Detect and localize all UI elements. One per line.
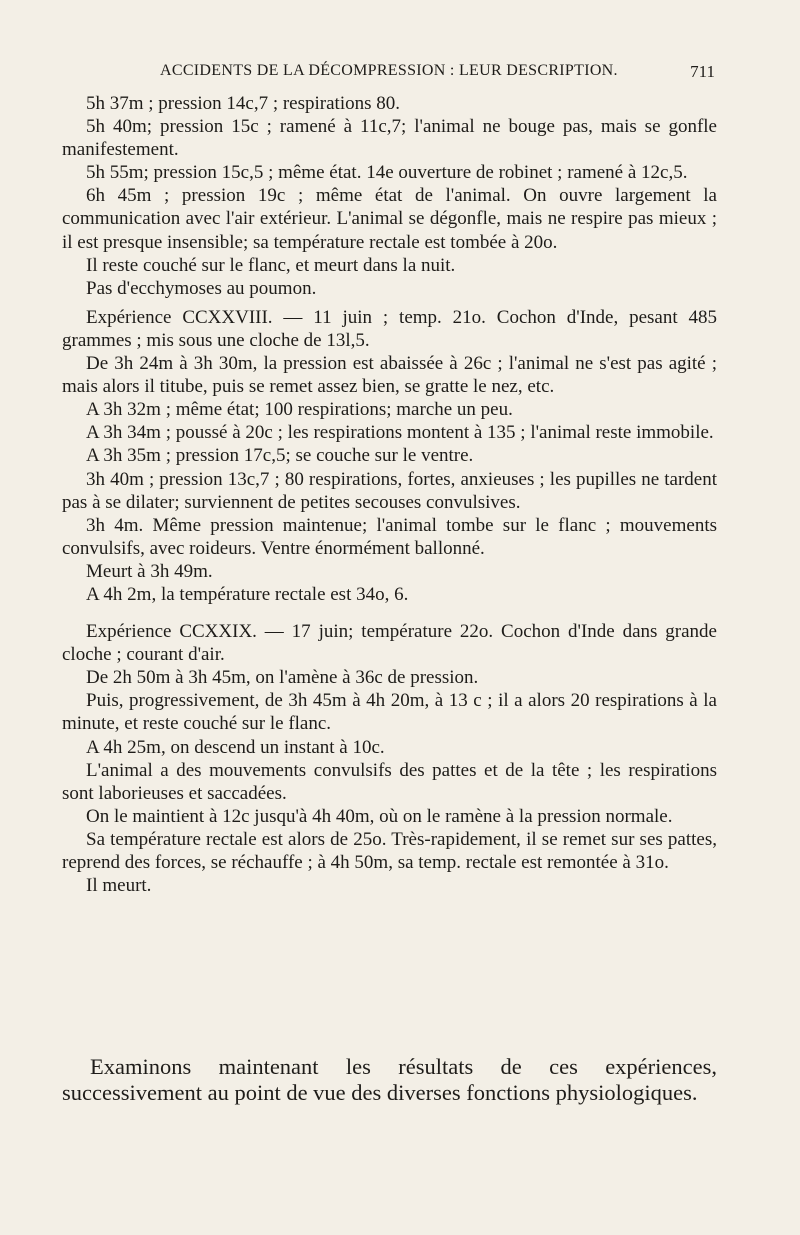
paragraph: De 3h 24m à 3h 30m, la pression est abaissée à 26c ; l'animal ne s'est pas agité ; mais alors il titube, puis se remet assez bien, se gratte le nez, etc. xyxy=(62,353,717,398)
page-header xyxy=(60,60,715,86)
paragraph: L'animal a des mouvements convulsifs des pattes et de la tête ; les respirations sont laborieuses et saccadées. xyxy=(62,759,717,804)
paragraph: 3h 4m. Même pression maintenue; l'animal tombe sur le flanc ; mouvements convulsifs, avec roideurs. Ventre énormément ballonné. xyxy=(62,514,717,559)
paragraph: A 3h 32m ; même état; 100 respirations; marche un peu. xyxy=(86,399,513,421)
running-title: ACCIDENTS DE LA DÉCOMPRESSION : LEUR DESCRIPTION. xyxy=(160,62,618,79)
paragraph: Sa température rectale est alors de 25o. Très-rapidement, il se remet sur ses pattes, reprend des forces, se réchauffe ; à 4h 50m, sa temp. rectale est remontée à 31o. xyxy=(62,828,717,873)
paragraph: Puis, progressivement, de 3h 45m à 4h 20m, à 13 c ; il a alors 20 respirations à la minute, et reste couché sur le flanc. xyxy=(62,690,717,735)
paragraph: Pas d'ecchymoses au poumon. xyxy=(86,277,317,299)
experiment-heading-ccxxix: Expérience CCXXIX. — 17 juin; température 22o. Cochon d'Inde dans grande cloche ; courant d'air. xyxy=(62,621,717,666)
paragraph: De 2h 50m à 3h 45m, on l'amène à 36c de pression. xyxy=(86,667,479,689)
paragraph: Il reste couché sur le flanc, et meurt dans la nuit. xyxy=(86,254,456,276)
paragraph: A 4h 2m, la température rectale est 34o, 6. xyxy=(86,583,409,605)
paragraph: 5h 37m ; pression 14c,7 ; respirations 80. xyxy=(86,93,400,114)
page-number: 711 xyxy=(690,62,715,81)
paragraph: On le maintient à 12c jusqu'à 4h 40m, où on le ramène à la pression normale. xyxy=(86,805,673,827)
conclusion-block xyxy=(62,1054,717,1106)
paragraph: Meurt à 3h 49m. xyxy=(86,560,213,582)
paragraph: A 3h 34m ; poussé à 20c ; les respirations montent à 135 ; l'animal reste immobile. xyxy=(86,422,714,444)
body-text xyxy=(62,92,717,897)
paragraph: 5h 55m; pression 15c,5 ; même état. 14e ouverture de robinet ; ramené à 12c,5. xyxy=(86,162,688,184)
conclusion-paragraph: Examinons maintenant les résultats de ces expériences, successivement au point de vue des diverses fonctions physiologiques. xyxy=(62,1054,717,1105)
paragraph: A 3h 35m ; pression 17c,5; se couche sur le ventre. xyxy=(86,445,474,467)
experiment-heading-ccxxviii: Expérience CCXXVIII. — 11 juin ; temp. 21o. Cochon d'Inde, pesant 485 grammes ; mis sous une cloche de 13l,5. xyxy=(62,306,717,351)
paragraph: 6h 45m ; pression 19c ; même état de l'animal. On ouvre largement la communication avec l'air extérieur. L'animal se dégonfle, mais ne respire pas mieux ; il est presque insensible; sa température rectale est tombée à 20o. xyxy=(62,185,717,253)
paragraph: 5h 40m; pression 15c ; ramené à 11c,7; l'animal ne bouge pas, mais se gonfle manifestement. xyxy=(62,116,717,161)
paragraph: Il meurt. xyxy=(86,875,152,897)
paragraph: 3h 40m ; pression 13c,7 ; 80 respirations, fortes, anxieuses ; les pupilles ne tardent pas à se dilater; surviennent de petites secouses convulsives. xyxy=(62,468,717,513)
paragraph: A 4h 25m, on descend un instant à 10c. xyxy=(86,736,385,758)
